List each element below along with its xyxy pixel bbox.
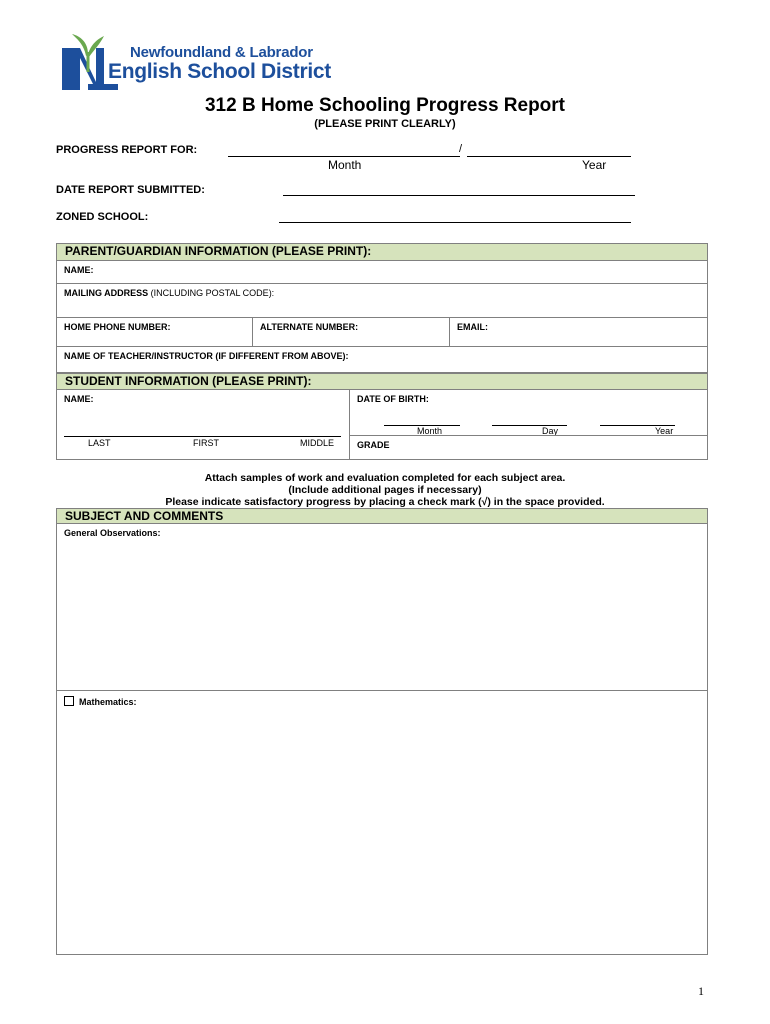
date-separator: / — [459, 143, 463, 155]
date-of-birth-label: DATE OF BIRTH: — [357, 394, 429, 404]
parent-name-field[interactable] — [56, 260, 708, 284]
teacher-name-field[interactable] — [56, 346, 708, 373]
home-phone-label: HOME PHONE NUMBER: — [64, 322, 171, 332]
progress-report-month-field[interactable] — [228, 156, 460, 157]
page-subtitle: (PLEASE PRINT CLEARLY) — [314, 118, 456, 130]
general-observations-label: General Observations: — [64, 528, 161, 538]
year-caption: Year — [582, 158, 607, 172]
page-title: 312 B Home Schooling Progress Report — [204, 95, 566, 116]
alternate-number-field[interactable] — [252, 317, 450, 347]
mathematics-label: Mathematics: — [79, 697, 137, 707]
zoned-school-label: ZONED SCHOOL: — [56, 211, 149, 223]
progress-report-for-label: PROGRESS REPORT FOR: — [56, 144, 198, 156]
grade-field[interactable] — [349, 435, 708, 460]
month-caption: Month — [328, 158, 362, 172]
page-number: 1 — [698, 984, 704, 998]
mailing-address-field[interactable] — [56, 283, 708, 318]
logo-line1: Newfoundland & Labrador — [130, 44, 313, 61]
mailing-address-note: (INCLUDING POSTAL CODE): — [148, 288, 275, 298]
grade-label: GRADE — [357, 440, 390, 450]
mathematics-field[interactable] — [56, 690, 708, 955]
student-name-field[interactable] — [56, 389, 350, 460]
first-caption: FIRST — [193, 438, 219, 448]
parent-section-header: PARENT/GUARDIAN INFORMATION (PLEASE PRINT): — [56, 243, 708, 261]
instruction-line-3: Please indicate satisfactory progress by placing a check mark (√) in the space provided. — [165, 496, 605, 508]
date-report-submitted-field[interactable] — [283, 195, 635, 196]
mailing-address-label: MAILING ADDRESS — [64, 288, 149, 298]
district-logo — [58, 30, 338, 96]
alternate-number-label: ALTERNATE NUMBER: — [260, 322, 359, 332]
instruction-line-2: (Include additional pages if necessary) — [288, 484, 482, 496]
parent-name-label: NAME: — [64, 265, 94, 275]
teacher-name-label: NAME OF TEACHER/INSTRUCTOR (IF DIFFERENT FROM ABOVE): — [64, 351, 349, 361]
instruction-line-1: Attach samples of work and evaluation completed for each subject area. — [204, 472, 566, 484]
student-name-line — [64, 436, 341, 437]
middle-caption: MIDDLE — [300, 438, 335, 448]
student-name-label: NAME: — [64, 394, 94, 404]
email-field[interactable] — [449, 317, 708, 347]
dob-day-caption: Day — [542, 426, 559, 436]
subject-section-header: SUBJECT AND COMMENTS — [56, 508, 708, 524]
student-section-header: STUDENT INFORMATION (PLEASE PRINT): — [56, 373, 708, 390]
zoned-school-field[interactable] — [279, 222, 631, 223]
home-phone-field[interactable] — [56, 317, 253, 347]
date-report-submitted-label: DATE REPORT SUBMITTED: — [56, 184, 205, 196]
mathematics-checkbox[interactable] — [64, 696, 74, 706]
dob-year-caption: Year — [655, 426, 674, 436]
email-label: EMAIL: — [457, 322, 488, 332]
dob-month-caption: Month — [417, 426, 443, 436]
logo-line2: English School District — [108, 60, 331, 83]
last-caption: LAST — [88, 438, 111, 448]
general-observations-field[interactable] — [56, 523, 708, 691]
progress-report-year-field[interactable] — [467, 156, 631, 157]
